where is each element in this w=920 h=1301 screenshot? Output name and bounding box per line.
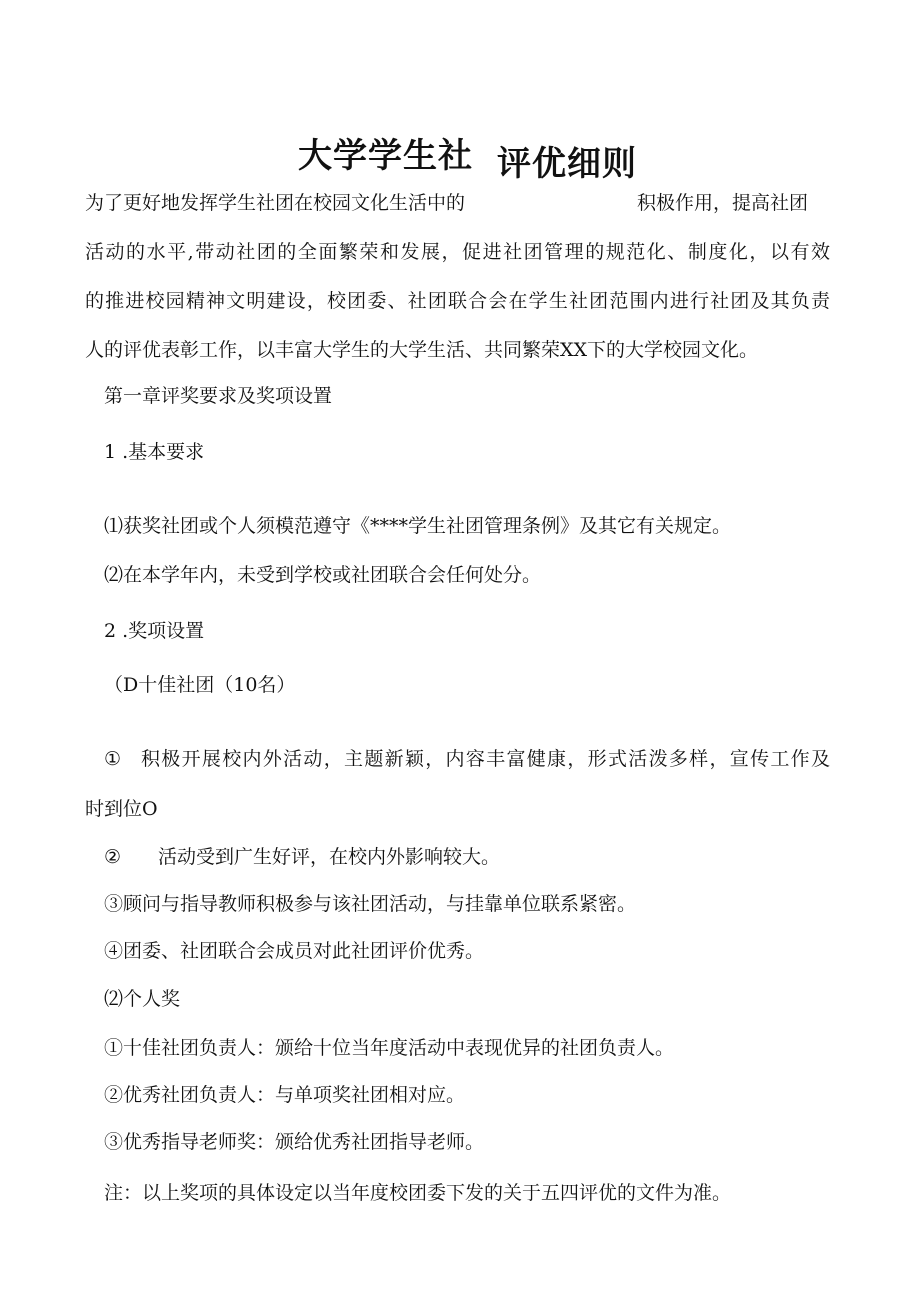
section-heading-awards: 2 .奖项设置 <box>104 620 205 642</box>
chapter-heading: 第一章评奖要求及奖项设置 <box>104 385 333 407</box>
intro-line-3: 的推进校园精神文明建设，校团委、社团联合会在学生社团范围内进行社团及其负责 <box>85 290 830 312</box>
criteria-item-continuation: 时到位O <box>85 798 158 820</box>
award-group-heading: （D十佳社团（10名） <box>104 674 296 696</box>
award-group-heading: ⑵个人奖 <box>104 988 181 1010</box>
section-heading-basic-requirements: 1 .基本要求 <box>104 441 205 463</box>
criteria-item: ③顾问与指导教师积极参与该社团活动，与挂靠单位联系紧密。 <box>104 893 637 915</box>
intro-line-2: 活动的水平,带动社团的全面繁荣和发展，促进社团管理的规范化、制度化，以有效 <box>85 241 830 263</box>
requirement-item: ⑵在本学年内，未受到学校或社团联合会任何处分。 <box>104 564 542 586</box>
individual-award-item: ③优秀指导老师奖：颁给优秀社团指导老师。 <box>104 1131 485 1153</box>
intro-line-4: 人的评优表彰工作，以丰富大学生的大学生活、共同繁荣XX下的大学校园文化。 <box>85 339 759 361</box>
individual-award-item: ②优秀社团负责人：与单项奖社团相对应。 <box>104 1084 466 1106</box>
requirement-item: ⑴获奖社团或个人须模范遵守《****学生社团管理条例》及其它有关规定。 <box>104 515 732 537</box>
title-part-2: 评优细则 <box>497 144 637 184</box>
criteria-item: 积极开展校内外活动，主题新颖，内容丰富健康，形式活泼多样，宣传工作及 <box>141 748 830 770</box>
title-part-1: 大学学生社 <box>298 136 473 176</box>
individual-award-item: ①十佳社团负责人：颁给十位当年度活动中表现优异的社团负责人。 <box>104 1037 675 1059</box>
criteria-number: ② <box>104 846 122 868</box>
intro-line-1b: 积极作用，提高社团 <box>637 192 809 214</box>
note: 注：以上奖项的具体设定以当年度校团委下发的关于五四评优的文件为准。 <box>104 1182 732 1204</box>
criteria-item: 活动受到广生好评，在校内外影响较大。 <box>158 846 501 868</box>
criteria-item: ④团委、社团联合会成员对此社团评价优秀。 <box>104 940 485 962</box>
document-title <box>0 128 920 184</box>
criteria-number: ① <box>104 748 122 770</box>
intro-line-1a: 为了更好地发挥学生社团在校园文化生活中的 <box>85 192 466 214</box>
